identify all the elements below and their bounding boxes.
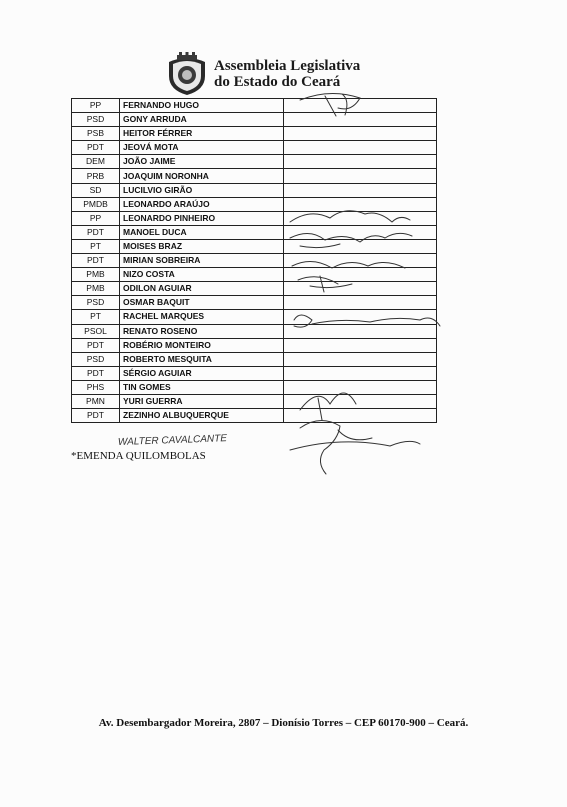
table-row <box>72 310 437 324</box>
party-cell: DEM <box>72 155 120 169</box>
signature-cell <box>284 310 437 324</box>
deputy-name-cell: ROBÉRIO MONTEIRO <box>120 338 284 352</box>
table-row <box>72 268 437 282</box>
deputy-name-cell: YURI GUERRA <box>120 394 284 408</box>
table-row <box>72 239 437 253</box>
table-row <box>72 338 437 352</box>
party-cell: PP <box>72 99 120 113</box>
party-cell: PHS <box>72 380 120 394</box>
party-cell: PSD <box>72 296 120 310</box>
signature-cell <box>284 225 437 239</box>
table-row <box>72 352 437 366</box>
deputy-name-cell: RENATO ROSENO <box>120 324 284 338</box>
assembly-title: Assembleia Legislativa <box>214 58 361 74</box>
party-cell: PDT <box>72 225 120 239</box>
deputy-name-cell: HEITOR FÉRRER <box>120 127 284 141</box>
table-row <box>72 169 437 183</box>
table-row <box>72 394 437 408</box>
party-cell: PMB <box>72 282 120 296</box>
letterhead <box>165 52 405 97</box>
party-cell: PMDB <box>72 197 120 211</box>
table-row <box>72 211 437 225</box>
signature-cell <box>284 380 437 394</box>
signature-cell <box>284 155 437 169</box>
signature-cell <box>284 169 437 183</box>
deputies-signature-table <box>71 98 437 423</box>
table-row <box>72 183 437 197</box>
table-row <box>72 296 437 310</box>
signature-cell <box>284 239 437 253</box>
table-row <box>72 225 437 239</box>
table-row <box>72 254 437 268</box>
table-row <box>72 366 437 380</box>
table-row <box>72 99 437 113</box>
deputy-name-cell: ROBERTO MESQUITA <box>120 352 284 366</box>
party-cell: PT <box>72 239 120 253</box>
handwritten-name: WALTER CAVALCANTE <box>117 433 228 448</box>
deputy-name-cell: SÉRGIO AGUIAR <box>120 366 284 380</box>
table-row <box>72 127 437 141</box>
signature-cell <box>284 394 437 408</box>
party-cell: PRB <box>72 169 120 183</box>
party-cell: PSB <box>72 127 120 141</box>
party-cell: PMN <box>72 394 120 408</box>
deputy-name-cell: OSMAR BAQUIT <box>120 296 284 310</box>
party-cell: SD <box>72 183 120 197</box>
signature-cell <box>284 409 437 423</box>
deputy-name-cell: MOISES BRAZ <box>120 239 284 253</box>
table-row <box>72 282 437 296</box>
deputy-name-cell: ODILON AGUIAR <box>120 282 284 296</box>
signature-cell <box>284 183 437 197</box>
signature-cell <box>284 99 437 113</box>
deputy-name-cell: JOÃO JAIME <box>120 155 284 169</box>
party-cell: PMB <box>72 268 120 282</box>
party-cell: PT <box>72 310 120 324</box>
signature-cell <box>284 254 437 268</box>
deputy-name-cell: LUCILVIO GIRÃO <box>120 183 284 197</box>
deputy-name-cell: TIN GOMES <box>120 380 284 394</box>
signature-zezinho-albuquerque <box>300 420 372 474</box>
table-row <box>72 155 437 169</box>
deputy-name-cell: JEOVÁ MOTA <box>120 141 284 155</box>
signature-cell <box>284 141 437 155</box>
signature-cell <box>284 296 437 310</box>
signature-cell <box>284 338 437 352</box>
party-cell: PP <box>72 211 120 225</box>
signature-cell <box>284 197 437 211</box>
signature-cell <box>284 282 437 296</box>
signature-flourish <box>290 441 420 450</box>
deputy-name-cell: NIZO COSTA <box>120 268 284 282</box>
table-row <box>72 197 437 211</box>
deputy-name-cell: LEONARDO PINHEIRO <box>120 211 284 225</box>
deputy-name-cell: GONY ARRUDA <box>120 113 284 127</box>
deputy-name-cell: MANOEL DUCA <box>120 225 284 239</box>
deputy-name-cell: RACHEL MARQUES <box>120 310 284 324</box>
assembly-subtitle: do Estado do Ceará <box>214 74 341 90</box>
signature-cell <box>284 268 437 282</box>
signature-cell <box>284 127 437 141</box>
signature-cell <box>284 113 437 127</box>
party-cell: PSD <box>72 352 120 366</box>
signature-cell <box>284 352 437 366</box>
deputy-name-cell: ZEZINHO ALBUQUERQUE <box>120 409 284 423</box>
deputy-name-cell: LEONARDO ARAÚJO <box>120 197 284 211</box>
table-row <box>72 380 437 394</box>
party-cell: PDT <box>72 409 120 423</box>
table-row <box>72 141 437 155</box>
party-cell: PDT <box>72 254 120 268</box>
ceara-state-crest-icon <box>165 52 209 96</box>
footer-address: Av. Desembargador Moreira, 2807 – Dionísio Torres – CEP 60170-900 – Ceará. <box>98 717 469 729</box>
deputy-name-cell: JOAQUIM NORONHA <box>120 169 284 183</box>
signature-cell <box>284 366 437 380</box>
party-cell: PSD <box>72 113 120 127</box>
signature-cell <box>284 211 437 225</box>
party-cell: PDT <box>72 366 120 380</box>
table-row <box>72 324 437 338</box>
deputy-name-cell: MIRIAN SOBREIRA <box>120 254 284 268</box>
amendment-note: *EMENDA QUILOMBOLAS <box>71 450 206 462</box>
table-row <box>72 113 437 127</box>
deputy-name-cell: FERNANDO HUGO <box>120 99 284 113</box>
party-cell: PSOL <box>72 324 120 338</box>
party-cell: PDT <box>72 141 120 155</box>
party-cell: PDT <box>72 338 120 352</box>
table-row <box>72 409 437 423</box>
signature-cell <box>284 324 437 338</box>
